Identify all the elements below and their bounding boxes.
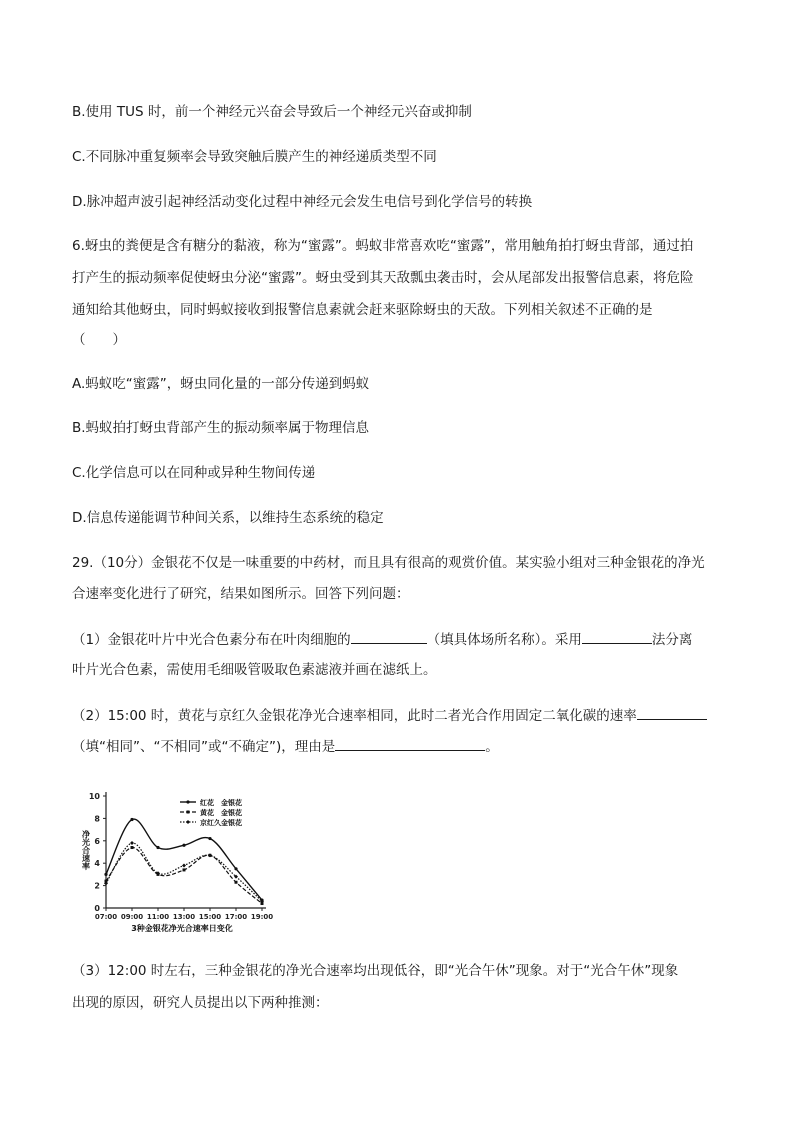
chart-x-tick-label: 09:00 bbox=[120, 913, 144, 921]
q29-part3-line-1: （3）12:00 时左右，三种金银花的净光合速率均出现低谷，即“光合午休”现象。对于“光合午休”现象 bbox=[72, 963, 679, 979]
q6-answer-paren: （ ） bbox=[72, 332, 126, 348]
q29-part2-blank-2[interactable] bbox=[335, 736, 485, 751]
chart-data-point bbox=[208, 837, 211, 840]
chart-x-tick-label: 17:00 bbox=[224, 913, 248, 921]
chart-legend-label: 京红久金银花 bbox=[200, 819, 242, 827]
q6-option-d: D.信息传递能调节种间关系，以维持生态系统的稳定 bbox=[72, 510, 384, 526]
q6-stem-line-1: 6.蚜虫的粪便是含有糖分的黏液，称为“蜜露”。蚂蚁非常喜欢吃“蜜露”，常用触角拍打蚜虫背部，通过拍 bbox=[72, 238, 694, 254]
chart-y-tick-label: 2 bbox=[94, 881, 100, 891]
chart-data-point bbox=[130, 818, 133, 821]
chart-x-tick-label: 19:00 bbox=[250, 913, 274, 921]
chart-y-tick-label: 4 bbox=[94, 859, 100, 869]
q5-option-c: C.不同脉冲重复频率会导致突触后膜产生的神经递质类型不同 bbox=[72, 149, 437, 165]
chart-series-line bbox=[106, 819, 262, 900]
chart-x-tick-label: 15:00 bbox=[198, 913, 222, 921]
q29-part2-text-c: 。 bbox=[485, 739, 499, 755]
chart-title: 3种金银花净光合速率日变化 bbox=[131, 924, 233, 933]
q29-part1-blank-2[interactable] bbox=[582, 629, 652, 644]
chart-data-point bbox=[235, 881, 238, 884]
chart-data-point bbox=[183, 868, 186, 871]
q29-part2-text-b: （填“相同”、“不相同”或“不确定”)，理由是 bbox=[72, 739, 336, 755]
net-photosynthesis-chart bbox=[82, 778, 282, 936]
q29-part3-line-2: 出现的原因，研究人员提出以下两种推测： bbox=[72, 995, 329, 1011]
q29-part2-line-1 bbox=[72, 705, 707, 726]
q29-part1-line-2: 叶片光合色素，需使用毛细吸管吸取色素滤液并画在滤纸上。 bbox=[72, 662, 437, 678]
q29-part1-text-a: （1）金银花叶片中光合色素分布在叶肉细胞的 bbox=[72, 632, 351, 648]
chart-series-line bbox=[106, 847, 262, 903]
chart-y-tick-label: 0 bbox=[94, 904, 100, 913]
chart-x-tick-label: 11:00 bbox=[146, 913, 170, 921]
q29-part1-text-c: 法分离 bbox=[651, 632, 693, 648]
q6-stem-line-3: 通知给其他蚜虫，同时蚂蚁接收到报警信息素就会赶来驱除蚜虫的天敌。下列相关叙述不正确的是 bbox=[72, 302, 653, 318]
chart-legend-marker bbox=[186, 800, 189, 803]
chart-legend-label: 黄花 金银花 bbox=[200, 809, 242, 817]
q6-option-c: C.化学信息可以在同种或异种生物间传递 bbox=[72, 465, 316, 481]
chart-x-tick-label: 07:00 bbox=[94, 913, 118, 921]
q6-stem-line-2: 打产生的振动频率促使蚜虫分泌“蜜露”。蚜虫受到其天敌瓢虫袭击时，会从尾部发出报警信息素，将危险 bbox=[72, 270, 694, 286]
q5-option-d: D.脉冲超声波引起神经活动变化过程中神经元会发生电信号到化学信号的转换 bbox=[72, 194, 533, 210]
q29-part1-blank-1[interactable] bbox=[351, 629, 427, 644]
chart-data-point bbox=[156, 846, 159, 849]
chart-y-tick-label: 10 bbox=[88, 792, 100, 801]
q29-part1-line-1 bbox=[72, 629, 692, 650]
chart-y-tick-label: 8 bbox=[94, 814, 100, 824]
q6-option-a: A.蚂蚁吃“蜜露”，蚜虫同化量的一部分传递到蚂蚁 bbox=[72, 376, 370, 392]
chart-x-tick-label: 13:00 bbox=[172, 913, 196, 921]
chart-data-point bbox=[182, 863, 186, 867]
chart-data-point bbox=[234, 867, 237, 870]
q5-option-b: B.使用 TUS 时，前一个神经元兴奋会导致后一个神经元兴奋或抑制 bbox=[72, 104, 472, 120]
q6-option-b: B.蚂蚁拍打蚜虫背部产生的振动频率属于物理信息 bbox=[72, 420, 370, 436]
chart-data-point bbox=[182, 844, 185, 847]
chart-data-point bbox=[104, 873, 107, 876]
chart-y-tick-label: 6 bbox=[94, 836, 100, 846]
chart-legend-marker bbox=[186, 820, 190, 824]
q29-stem-line-1: 29.（10分）金银花不仅是一味重要的中药材，而且具有很高的观赏价值。某实验小组对三种金银花的净光 bbox=[72, 555, 705, 571]
q29-part1-text-b: （填具体场所名称）。采用 bbox=[426, 632, 582, 648]
chart-y-axis-label: 净光合速率 bbox=[82, 830, 91, 870]
chart-legend-label: 红花 金银花 bbox=[200, 799, 242, 807]
chart-data-point bbox=[131, 846, 134, 849]
q29-part2-blank-1[interactable] bbox=[637, 705, 707, 720]
chart-data-point bbox=[130, 841, 134, 845]
q29-part2-line-2 bbox=[72, 736, 499, 757]
chart-legend-marker bbox=[187, 811, 190, 814]
q29-part2-text-a: （2）15:00 时，黄花与京红久金银花净光合速率相同，此时二者光合作用固定二氧化碳的速率 bbox=[72, 708, 637, 724]
q29-stem-line-2: 合速率变化进行了研究，结果如图所示。回答下列问题： bbox=[72, 586, 410, 602]
